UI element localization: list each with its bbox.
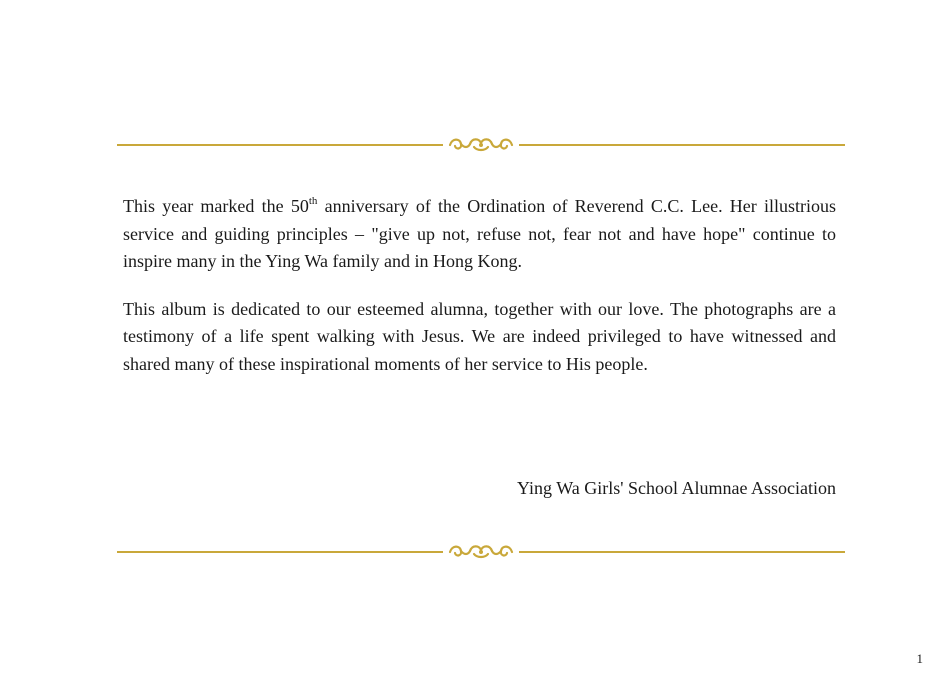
divider-line-right xyxy=(519,144,845,146)
divider-line-left xyxy=(117,551,443,553)
dedication-paragraph-1-start: This year marked the 50 xyxy=(123,196,309,216)
bottom-ornamental-divider xyxy=(117,541,845,561)
divider-line-left xyxy=(117,144,443,146)
ordinal-superscript: th xyxy=(308,195,318,207)
signature: Ying Wa Girls' School Alumnae Association xyxy=(517,478,836,498)
top-ornamental-divider xyxy=(117,134,845,154)
page-number: 1 xyxy=(916,651,923,666)
scroll-ornament-icon xyxy=(446,541,516,561)
scroll-ornament-icon xyxy=(446,134,516,154)
dedication-text xyxy=(123,193,836,378)
divider-line-right xyxy=(519,551,845,553)
dedication-paragraph-2: This album is dedicated to our esteemed alumna, together with our love. The photographs are a testimony of a life spent walking with Jesus. We are indeed privileged to have witnessed and shared many of these inspirational moments of her service to His people. xyxy=(123,298,836,374)
dedication-paragraph-1-rest: anniversary of the Ordination of Reverend C.C. Lee. Her illustrious service and guiding principles – "give up not, refuse not, fear not and have hope" continue to inspire many in the Ying Wa family and in Hong Kong. xyxy=(123,196,837,271)
dedication-paragraph-1 xyxy=(123,193,836,276)
